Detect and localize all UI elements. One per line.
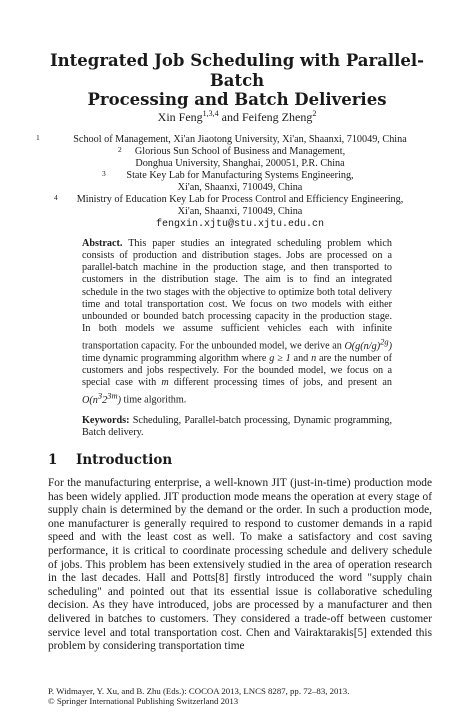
affiliation-line: Xi'an, Shaanxi, 710049, China xyxy=(177,182,303,193)
affiliation-line: Ministry of Education Key Lab for Process Control and Efficiency Engineering, xyxy=(76,194,404,205)
complexity-formula: $O(g(n/g)^{2g})$ xyxy=(344,336,392,352)
affiliation xyxy=(40,146,440,170)
author-list xyxy=(30,107,444,124)
abstract-text: different processing times of jobs, and present an xyxy=(173,377,393,389)
section-title: Introduction xyxy=(76,452,173,468)
affiliation-line: Glorious Sun School of Business and Management, xyxy=(134,146,346,157)
affiliation-number: 1 xyxy=(36,133,40,142)
title-line-1: Integrated Job Scheduling with Parallel-Batch xyxy=(49,51,425,90)
keywords-label: Keywords: xyxy=(82,415,130,426)
inline-math: n xyxy=(311,352,317,364)
author-conjunction: and xyxy=(218,110,242,124)
affiliation-number: 4 xyxy=(54,193,58,202)
affiliation-number: 2 xyxy=(118,145,122,154)
paper-title xyxy=(30,51,444,110)
author-affiliation-marker: 1,3,4 xyxy=(202,109,219,118)
affiliation-number: 3 xyxy=(102,169,106,178)
section-heading xyxy=(48,452,172,468)
abstract-text: time dynamic programming algorithm where xyxy=(82,352,267,364)
keywords xyxy=(82,415,392,439)
author-name: Feifeng Zheng xyxy=(242,110,313,124)
abstract-text: This paper studies an integrated scheduling problem which consists of production and distribution stages. Jobs are processed on a parallel-batch machine in the production stage, and then transported to customers in the distribution stage. The aim is to find an integrated schedule in the two stages with the objective to optimize both total delivery time and total transportation cost. We focus on two models with either unbounded or bounded batch processing capacity in the production stage. In both models we assume sufficient vehicles each with infinite transportation capacity. For the unbounded model, we derive an xyxy=(82,238,392,352)
author-affiliation-marker: 2 xyxy=(312,109,317,118)
affiliation xyxy=(40,170,440,194)
publication-footer xyxy=(48,686,432,706)
affiliations xyxy=(36,133,440,231)
complexity-formula: $O(n^32^{3m})$ xyxy=(82,390,121,406)
contact-email[interactable]: fengxin.xjtu@stu.xjtu.edu.cn xyxy=(155,219,325,230)
section-number: 1 xyxy=(48,452,58,468)
title-line-2: Processing and Batch Deliveries xyxy=(87,90,387,109)
author-name: Xin Feng xyxy=(157,110,203,124)
footer-copyright: © Springer International Publishing Switzerland 2013 xyxy=(48,696,239,707)
abstract-text: and xyxy=(293,352,309,364)
abstract-text: time algorithm. xyxy=(123,394,187,406)
abstract-label: Abstract. xyxy=(82,238,123,249)
affiliation xyxy=(40,194,440,218)
affiliation-line: Donghua University, Shanghai, 200051, P.R. China xyxy=(135,158,345,169)
inline-math: g ≥ 1 xyxy=(269,352,291,364)
footer-citation: P. Widmayer, Y. Xu, and B. Zhu (Eds.): COCOA 2013, LNCS 8287, pp. 72–83, 2013. xyxy=(48,686,350,696)
abstract-text: are the number of customers and jobs respectively. For the bounded model, we focus on a special case with xyxy=(82,352,392,389)
inline-math: m xyxy=(161,377,169,389)
introduction-paragraph: For the manufacturing enterprise, a well-known JIT (just-in-time) production mode has been widely applied. JIT production mode means the operation at every stage of supply chain is determined by the demand or the order. In such a production mode, one manufacturer is generally required to respond to customer demands in a rapid speed and with the least cost as well. To make a satisfactory and cost saving performance, it is critical to coordinate processing schedule and delivery schedule of jobs. This problem has been extensively studied in the area of operation research in the last decades. Hall and Potts[8] firstly introduced the word "supply chain scheduling" and pointed out that its essential issue is collaborative scheduling decision. As they have introduced, jobs are processed by a manufacturer and then delivered in batches to customers. They considered a trade-off between customer service level and total transportation cost. Chen and Vairaktarakis[5] extended this problem by considering transportation time xyxy=(48,477,432,653)
affiliation-line: Xi'an, Shaanxi, 710049, China xyxy=(177,206,303,217)
affiliation-line: State Key Lab for Manufacturing Systems Engineering, xyxy=(126,170,354,181)
affiliation-line: School of Management, Xi'an Jiaotong University, Xi'an, Shaanxi, 710049, China xyxy=(73,134,407,145)
abstract xyxy=(82,238,392,407)
affiliation xyxy=(36,133,440,146)
keywords-text: Scheduling, Parallel-batch processing, Dynamic programming, Batch delivery. xyxy=(82,415,393,439)
